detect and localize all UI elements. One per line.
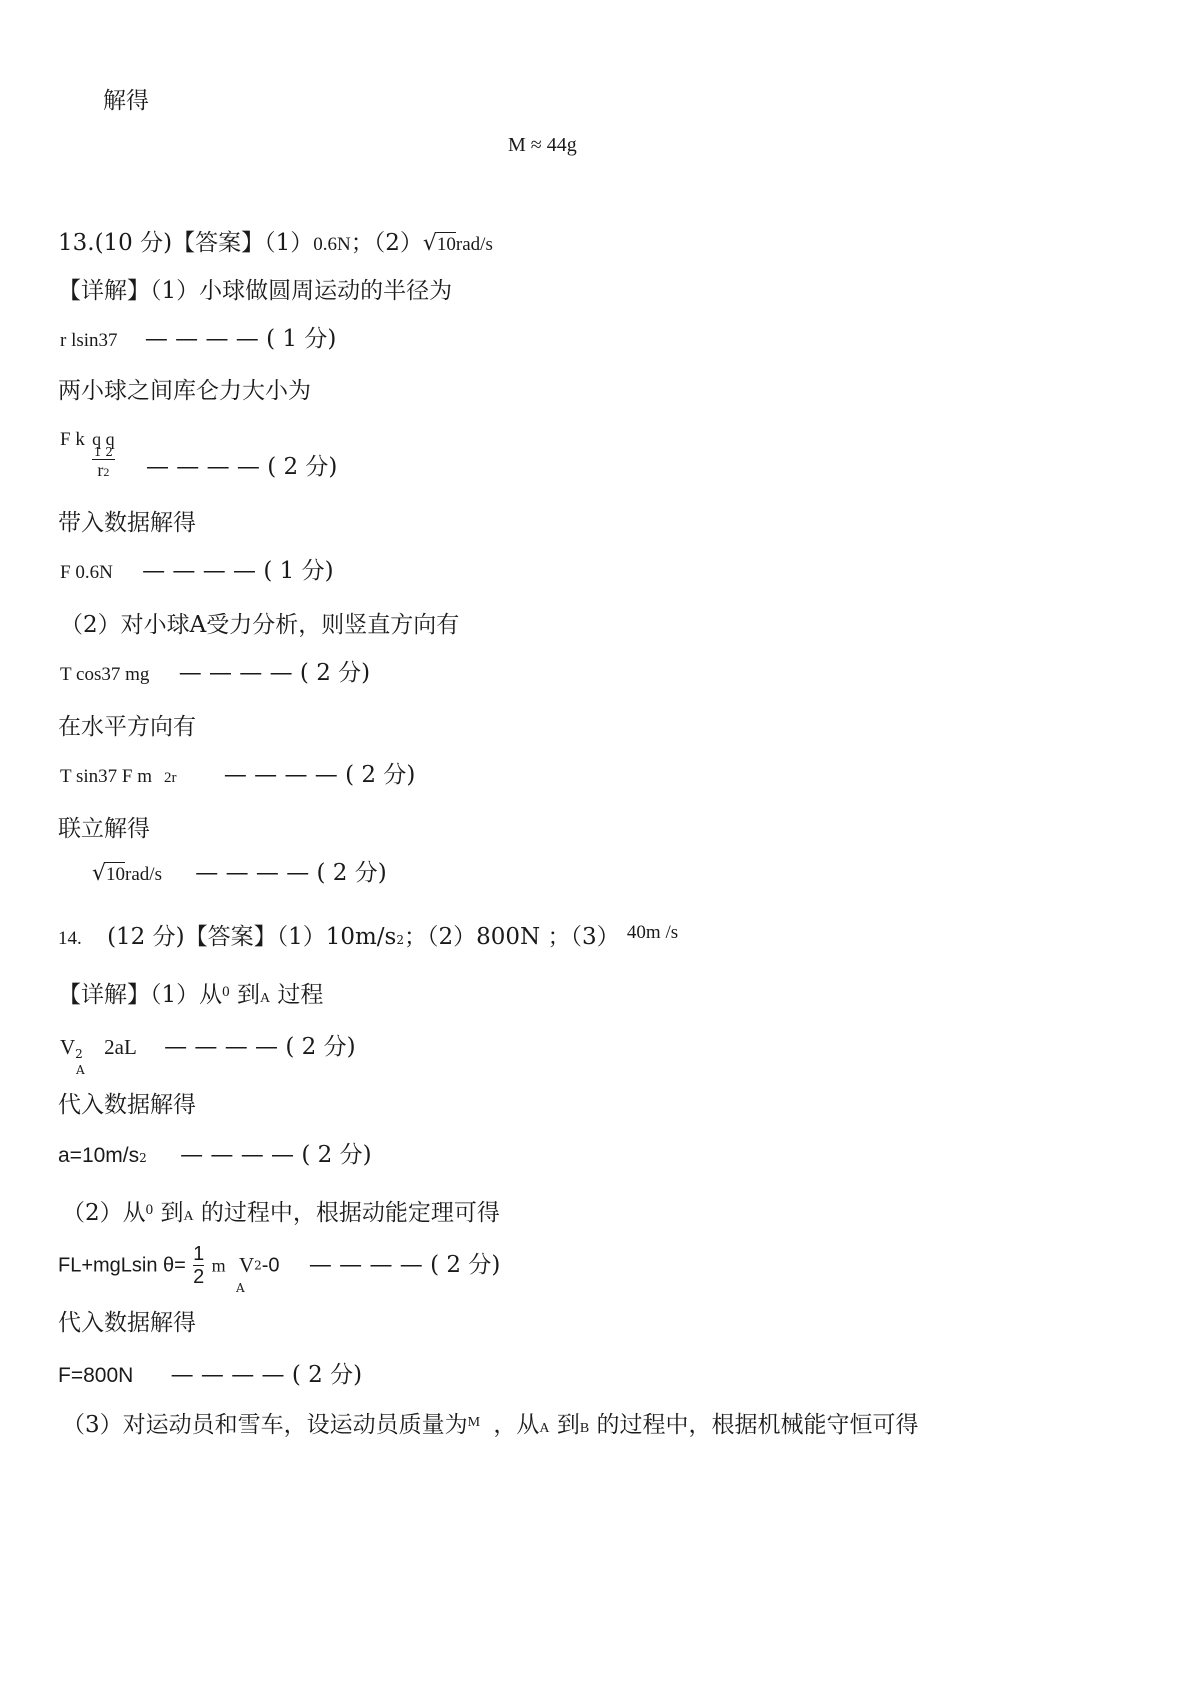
eq-FL-v: V <box>238 1253 255 1277</box>
eq-a: a=10m/s <box>58 1144 140 1167</box>
eq-Tsin <box>60 764 415 787</box>
eq-Tsin-expr: T sin37 F m <box>60 766 153 787</box>
part14-3-a: （3）对运动员和雪车，设运动员质量为 <box>62 1412 468 1438</box>
score-mark-10: — — — — ( 2 分) <box>170 1362 363 1388</box>
omega-sqrt-value: 10 <box>106 864 126 885</box>
score-mark-2: — — — — ( 2 分) <box>145 454 338 480</box>
eq-v-rhs: 2aL <box>104 1035 137 1059</box>
eq-a-sup: 2 <box>139 1151 147 1165</box>
eq-FL-sup: 2 <box>254 1258 262 1273</box>
eq-F-value <box>60 560 334 583</box>
q14-detail-c: 过程 <box>277 982 324 1008</box>
substitute-1: 带入数据解得 <box>58 510 196 536</box>
eq-radius <box>60 328 336 351</box>
q13-ans1: 0.6N <box>313 234 351 255</box>
eq-accel <box>58 1144 372 1167</box>
q14-ans3: 40m /s <box>626 922 679 943</box>
eq-coulomb <box>60 430 337 479</box>
part14-3-d: 的过程中，根据机械能守恒可得 <box>596 1412 919 1438</box>
text-solve: 解得 <box>103 88 149 114</box>
score-mark-4: — — — — ( 2 分) <box>178 660 371 686</box>
result-M: M ≈ 44g <box>508 134 577 156</box>
q13-head: 13.(10 分)【答案】（1） <box>58 230 314 256</box>
part14-3-b: ，从 <box>493 1412 540 1438</box>
part14-3-M: M <box>467 1415 481 1430</box>
eq-FL-sub: A <box>236 1281 245 1295</box>
eq-FL-m: m <box>211 1255 226 1276</box>
q14-detail-A: A <box>259 991 271 1006</box>
eq-v: V <box>60 1035 76 1059</box>
eq-v-sup: 2 <box>75 1047 83 1061</box>
eq-F-den: r <box>97 459 104 480</box>
q14-answer-line <box>58 922 679 950</box>
part14-3-c: 到 <box>556 1412 580 1438</box>
score-mark-9: — — — — ( 2 分) <box>308 1252 501 1278</box>
q13-detail: 【详解】（1）小球做圆周运动的半径为 <box>58 278 453 304</box>
q14-head: (12 分)【答案】（1）10m/s <box>107 924 397 950</box>
omega-unit: rad/s <box>125 864 162 885</box>
sqrt-icon: √ <box>92 861 107 886</box>
part14-2-c: 的过程中，根据动能定理可得 <box>200 1200 500 1226</box>
eq-velocity <box>60 1036 356 1059</box>
q13-sqrt <box>423 232 456 255</box>
eq-r: r lsin37 <box>60 330 118 351</box>
part14-2-A: A <box>183 1209 194 1224</box>
eq-F-num: q q <box>92 429 115 449</box>
joint-text: 联立解得 <box>58 816 150 842</box>
eq-F-den-wrap <box>92 461 115 479</box>
eq-F-frac <box>92 430 115 479</box>
eq-F800 <box>58 1364 362 1387</box>
eq-Tsin-r: 2r <box>164 770 177 786</box>
eq-v-sub: A <box>76 1063 85 1077</box>
q14-s2: 2 <box>396 933 404 947</box>
score-mark-5: — — — — ( 2 分) <box>223 762 416 788</box>
eq-omega <box>92 862 387 885</box>
q13-sep: ；（2） <box>350 230 423 256</box>
q14-detail-b: 到 <box>236 982 260 1008</box>
coulomb-text: 两小球之间库仑力大小为 <box>58 378 311 404</box>
eq-FL-left: FL+mgLsin θ= <box>58 1254 186 1277</box>
q13-unit: rad/s <box>455 234 493 255</box>
score-mark-1: — — — — ( 1 分) <box>144 326 337 352</box>
eq-FL-end: -0 <box>261 1254 280 1277</box>
part14-3-text <box>62 1414 919 1437</box>
eq-F800-expr: F=800N <box>58 1364 134 1387</box>
substitute-3: 代入数据解得 <box>58 1310 196 1336</box>
sqrt-icon: √ <box>422 231 437 256</box>
eq-FL-den: 2 <box>193 1266 205 1288</box>
eq-F-val: F 0.6N <box>60 562 113 583</box>
score-mark-7: — — — — ( 2 分) <box>164 1034 356 1060</box>
part14-2-o: 0 <box>145 1202 154 1218</box>
q14-detail <box>58 984 323 1007</box>
score-mark-8: — — — — ( 2 分) <box>180 1142 372 1168</box>
omega-sqrt <box>92 862 125 885</box>
part14-3-B: B <box>579 1421 590 1436</box>
eq-F-left: F k <box>60 429 85 450</box>
substitute-2: 代入数据解得 <box>58 1092 196 1118</box>
horizontal-text: 在水平方向有 <box>58 714 196 740</box>
score-mark-6: — — — — ( 2 分) <box>195 860 387 886</box>
eq-Tcos <box>60 662 370 685</box>
q14-detail-o: 0 <box>222 984 230 1000</box>
eq-FL-frac <box>193 1244 204 1287</box>
eq-work-energy <box>58 1244 500 1287</box>
score-mark-3: — — — — ( 1 分) <box>142 558 334 584</box>
q14-detail-a: 【详解】（1）从 <box>58 982 223 1008</box>
part14-3-A: A <box>539 1421 550 1436</box>
eq-FL-num: 1 <box>193 1243 205 1265</box>
q13-sqrt-value: 10 <box>436 234 456 255</box>
q14-mid: ；（2）800N ；（3） <box>404 924 620 950</box>
eq-F-sub: 1 2 <box>93 445 113 459</box>
part14-2-b: 到 <box>160 1200 184 1226</box>
part2-text: （2）对小球A受力分析，则竖直方向有 <box>60 612 460 638</box>
eq-Tcos-expr: T cos37 mg <box>60 664 150 685</box>
part14-2-a: （2）从 <box>62 1200 146 1226</box>
eq-F-den-sup: 2 <box>103 464 110 479</box>
q14-num: 14. <box>58 928 82 949</box>
part14-2-text <box>62 1202 500 1225</box>
q13-answer-line <box>58 232 493 255</box>
